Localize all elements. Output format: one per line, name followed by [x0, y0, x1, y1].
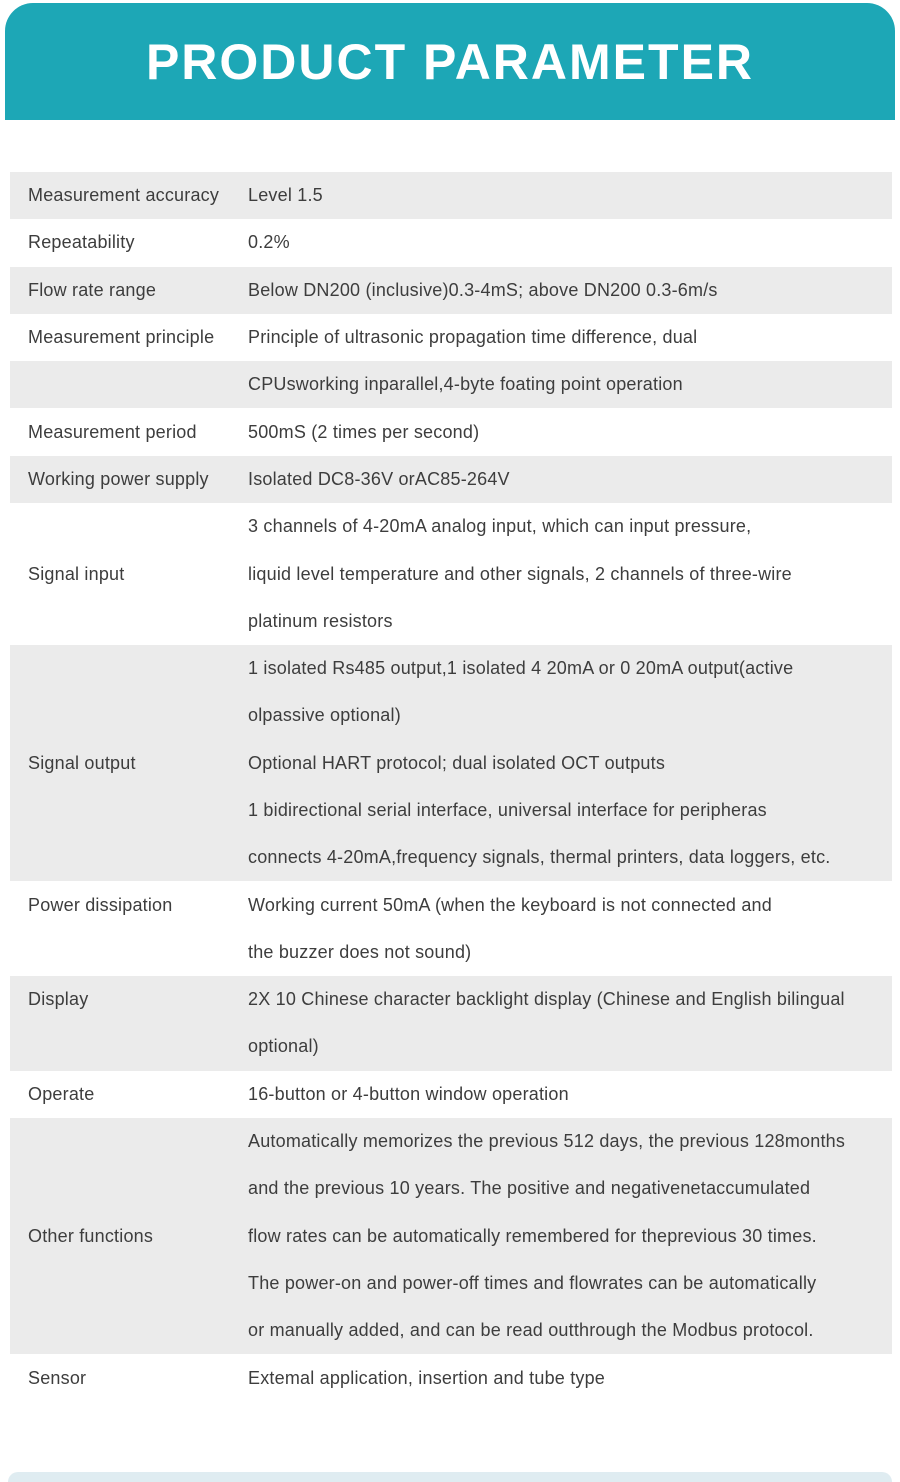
row-value-cell — [248, 456, 892, 503]
row-value-line: 500mS (2 times per second) — [248, 421, 480, 442]
row-value-cell — [248, 976, 892, 1071]
table-row — [10, 645, 892, 881]
table-row — [10, 314, 892, 361]
section-header-banner — [5, 3, 895, 120]
row-label-cell — [10, 408, 248, 455]
row-value-cell — [248, 267, 892, 314]
row-label: Flow rate range — [28, 279, 157, 300]
row-value-cell — [248, 1071, 892, 1118]
row-label: Display — [28, 989, 89, 1010]
row-label-cell — [10, 1071, 248, 1118]
row-value-cell — [248, 408, 892, 455]
row-value-cell — [248, 881, 892, 976]
row-label: Measurement principle — [28, 327, 215, 348]
row-value-line: 2X 10 Chinese character backlight display (Chinese and English bilingual — [248, 989, 845, 1010]
table-row — [10, 219, 892, 266]
table-row — [10, 1071, 892, 1118]
row-value-cell — [248, 1118, 892, 1354]
parameter-table — [10, 172, 892, 1402]
row-value-line: 3 channels of 4-20mA analog input, which can input pressure, — [248, 516, 752, 537]
row-label: Measurement period — [28, 421, 197, 442]
row-value-line: Isolated DC8-36V orAC85-264V — [248, 468, 510, 489]
next-section-banner-edge — [8, 1472, 892, 1482]
row-value-line: Below DN200 (inclusive)0.3-4mS; above DN200 0.3-6m/s — [248, 279, 718, 300]
table-row — [10, 456, 892, 503]
row-label: Signal input — [28, 563, 125, 584]
row-label-cell — [10, 976, 248, 1071]
table-row — [10, 361, 892, 408]
row-value-line: Extemal application, insertion and tube type — [248, 1367, 606, 1388]
row-value-line: 1 bidirectional serial interface, universal interface for peripheras — [248, 800, 767, 820]
row-value-line: CPUsworking inparallel,4-byte foating point operation — [248, 374, 683, 395]
page-title: PRODUCT PARAMETER — [145, 33, 755, 90]
row-value-line: flow rates can be automatically remembered for theprevious 30 times. — [248, 1225, 817, 1246]
row-label-cell — [10, 645, 248, 881]
row-label-cell — [10, 361, 248, 408]
table-row — [10, 976, 892, 1071]
row-value-cell — [248, 361, 892, 408]
table-row — [10, 1118, 892, 1354]
row-value-line: Automatically memorizes the previous 512 days, the previous 128months — [248, 1131, 846, 1152]
row-value-cell — [248, 503, 892, 645]
row-value-cell — [248, 1354, 892, 1401]
row-value-cell — [248, 314, 892, 361]
row-value-cell — [248, 645, 892, 881]
row-label-cell — [10, 1118, 248, 1354]
row-label-cell — [10, 1354, 248, 1401]
row-label: Operate — [28, 1083, 95, 1104]
row-label-cell — [10, 503, 248, 645]
row-value-line: Principle of ultrasonic propagation time difference, dual — [248, 327, 698, 348]
table-row — [10, 267, 892, 314]
row-value-line: optional) — [248, 1036, 319, 1057]
row-label-cell — [10, 172, 248, 219]
row-value-line: The power-on and power-off times and flowrates can be automatically — [248, 1272, 817, 1293]
row-label: Repeatability — [28, 232, 135, 253]
table-row — [10, 1354, 892, 1401]
row-value-line: Working current 50mA (when the keyboard is not connected and — [248, 894, 772, 915]
row-label: Sensor — [28, 1367, 87, 1388]
row-label: Power dissipation — [28, 894, 173, 915]
table-row — [10, 408, 892, 455]
row-value-cell — [248, 219, 892, 266]
row-value-line: and the previous 10 years. The positive and negativenetaccumulated — [248, 1178, 811, 1199]
row-label: Other functions — [28, 1225, 154, 1246]
row-value-line: 16-button or 4-button window operation — [248, 1083, 569, 1104]
row-value-line: connects 4-20mA,frequency signals, thermal printers, data loggers, etc. — [248, 847, 831, 868]
table-row — [10, 503, 892, 645]
row-label: Signal output — [28, 752, 136, 773]
row-value-line: 1 isolated Rs485 output,1 isolated 4 20mA or 0 20mA output(active — [248, 658, 794, 679]
row-value-line: 0.2% — [248, 232, 290, 253]
row-label-cell — [10, 219, 248, 266]
row-value-line: liquid level temperature and other signals, 2 channels of three-wire — [248, 563, 792, 584]
row-label: Measurement accuracy — [28, 185, 220, 206]
row-label-cell — [10, 267, 248, 314]
row-value-line: the buzzer does not sound) — [248, 941, 472, 962]
table-row — [10, 881, 892, 976]
table-row — [10, 172, 892, 219]
row-label-cell — [10, 881, 248, 976]
row-value-line: Optional HART protocol; dual isolated OCT outputs — [248, 752, 666, 773]
row-value-line: Level 1.5 — [248, 185, 323, 206]
row-value-line: olpassive optional) — [248, 705, 401, 726]
row-value-line: or manually added, and can be read outthrough the Modbus protocol. — [248, 1320, 814, 1341]
row-value-cell — [248, 172, 892, 219]
row-label-cell — [10, 314, 248, 361]
row-label-cell — [10, 456, 248, 503]
row-value-line: platinum resistors — [248, 610, 393, 631]
row-label: Working power supply — [28, 468, 209, 489]
